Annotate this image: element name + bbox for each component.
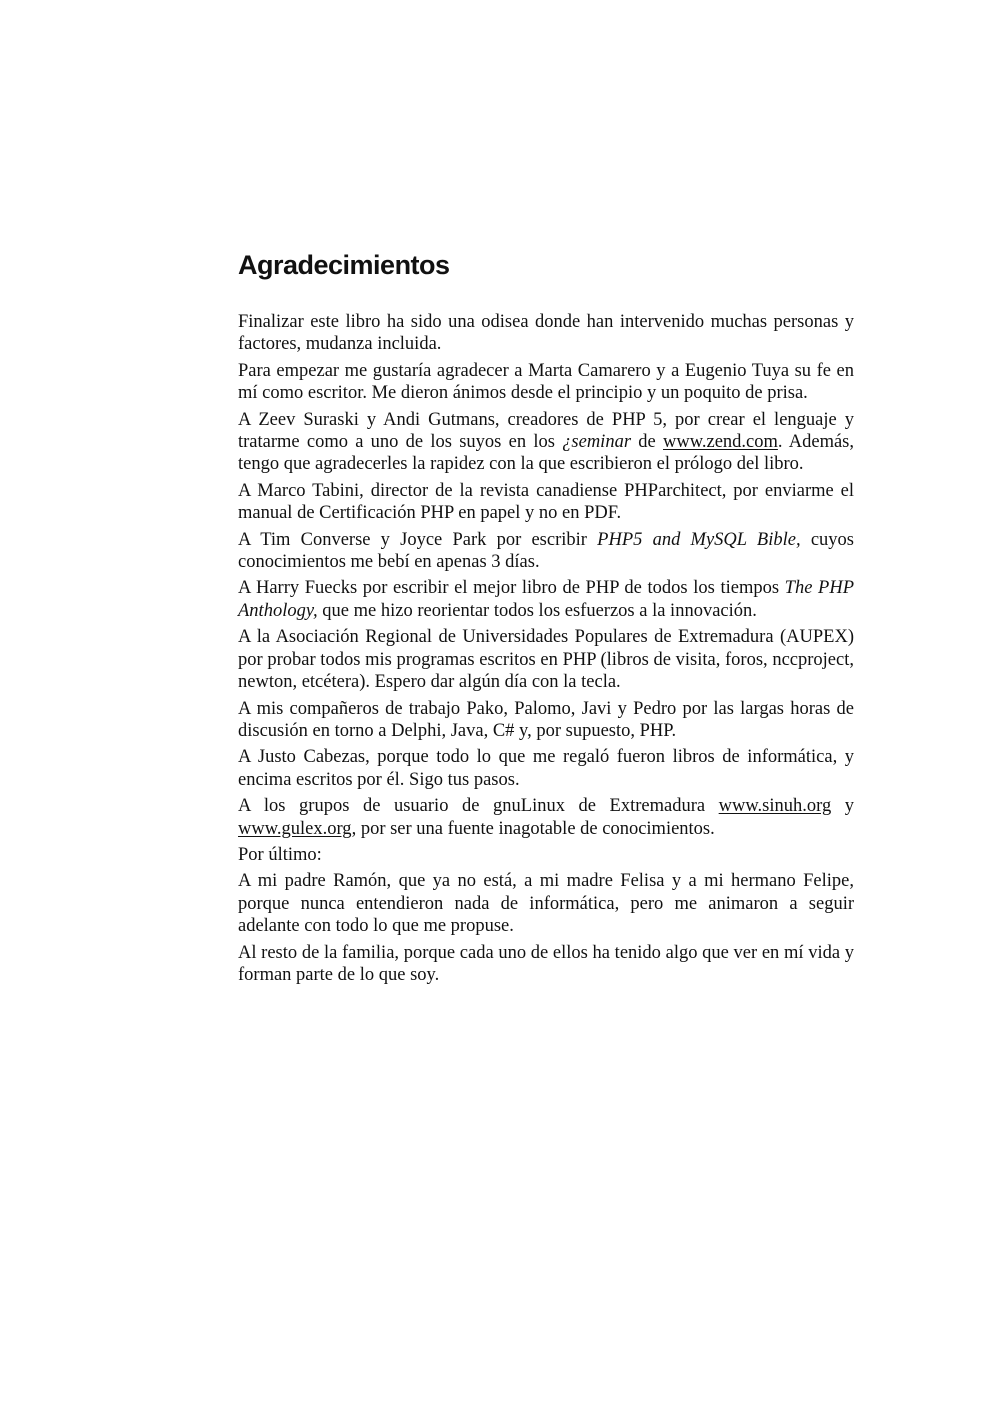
paragraph-3-italic: ¿seminar (562, 432, 632, 453)
book-title-php-anthology: The PHP Anthology, (238, 578, 854, 621)
paragraph-9: A Justo Cabezas, porque todo lo que me regaló fueron libros de informática, y encima escritos por él. Sigo tus pasos. (238, 747, 854, 790)
paragraph-12: A mi padre Ramón, que ya no está, a mi madre Felisa y a mi hermano Felipe, porque nunca entendieron nada de informática, pero me animaron a seguir adelante con todo lo que me propuse. (238, 871, 854, 937)
paragraph-3 (238, 409, 854, 476)
paragraph-2: Para empezar me gustaría agradecer a Marta Camarero y a Eugenio Tuya su fe en mí como escritor. Me dieron ánimos desde el principio y un poquito de prisa. (238, 360, 854, 404)
paragraph-13: Al resto de la familia, porque cada uno de ellos ha tenido algo que ver en mí vida y forman parte de lo que soy. (238, 942, 854, 985)
paragraph-4: A Marco Tabini, director de la revista canadiense PHParchitect, por enviarme el manual de Certificación PHP en papel y no en PDF. (238, 480, 854, 524)
paragraph-5-text-a: A Tim Converse y Joyce Park por escribir (238, 529, 598, 550)
paragraph-6 (238, 577, 854, 622)
zend-link[interactable]: www.zend.com (663, 432, 778, 453)
paragraph-3-text-c: . Además, tengo que agradecerles la rapidez con la que escribieron el prólogo del libro. (238, 432, 855, 475)
paragraph-10-text-b: y (831, 796, 855, 817)
acknowledgements-body (238, 311, 854, 986)
paragraph-5 (238, 529, 854, 574)
paragraph-5-text-b: cuyos conocimientos me bebí en apenas 3 días. (238, 529, 854, 573)
paragraph-10 (238, 795, 854, 840)
paragraph-6-text-b: que me hizo reorientar todos los esfuerzos a la innovación. (317, 600, 757, 621)
paragraph-11: Por último: (238, 844, 322, 865)
paragraph-10-text-a: A los grupos de usuario de gnuLinux de Extremadura (238, 796, 719, 817)
page-title: Agradecimientos (238, 250, 450, 280)
paragraph-3-text-a: A Zeev Suraski y Andi Gutmans, creadores de PHP 5, por crear el lenguaje y tratarme como a uno de los suyos en los (238, 409, 854, 453)
paragraph-10-text-c: , por ser una fuente inagotable de conocimientos. (351, 818, 715, 839)
sinuh-link[interactable]: www.sinuh.org (718, 796, 832, 817)
paragraph-1: Finalizar este libro ha sido una odisea donde han intervenido muchas personas y factores, mudanza incluida. (238, 312, 854, 355)
paragraph-3-text-b: de (631, 432, 663, 453)
page-content (238, 250, 854, 990)
paragraph-6-text-a: A Harry Fuecks por escribir el mejor libro de PHP de todos los tiempos (238, 578, 785, 599)
paragraph-7: A la Asociación Regional de Universidades Populares de Extremadura (AUPEX) por probar todos mis programas escritos en PHP (libros de visita, foros, nccproject, newton, etcétera). Espero dar algún día con la tecla. (238, 627, 854, 693)
gulex-link[interactable]: www.gulex.org (238, 818, 352, 839)
paragraph-8: A mis compañeros de trabajo Pako, Palomo, Javi y Pedro por las largas horas de discusión en torno a Delphi, Java, C# y, por supuesto, PHP. (238, 698, 854, 741)
book-title-php5-mysql-bible: PHP5 and MySQL Bible, (597, 529, 801, 550)
